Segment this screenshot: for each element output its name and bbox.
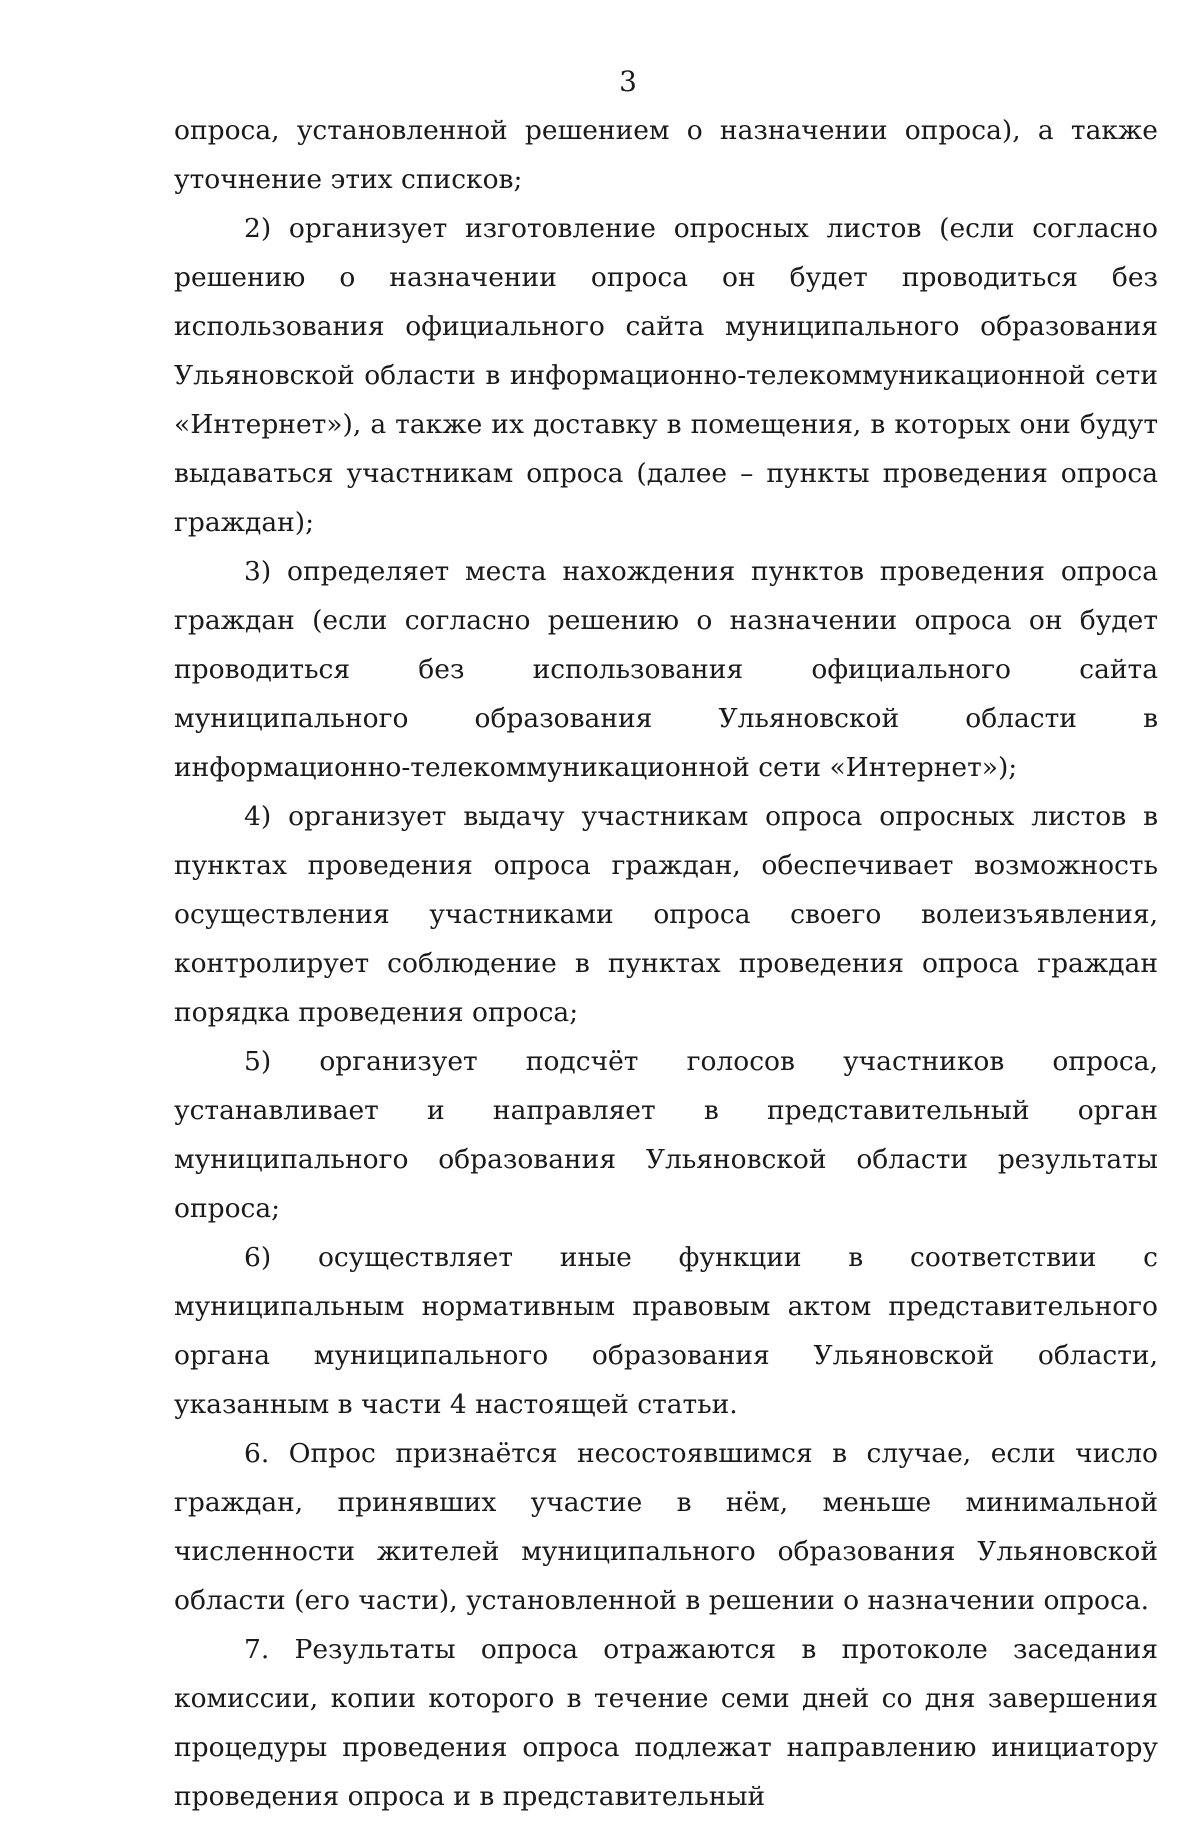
paragraph-item-2: 2) организует изготовление опросных листов (если согласно решению о назначении опроса он будет проводиться без использования официального сайта муниципального образования Ульяновской области в информационно-телекоммуникационной сети «Интернет»), а также их доставку в помещения, в которых они будут выдаваться участникам опроса (далее – пункты проведения опроса граждан); <box>174 213 1158 538</box>
paragraph-item-3: 3) определяет места нахождения пунктов проведения опроса граждан (если согласно решению о назначении опроса он будет проводиться без использования официального сайта муниципального образования Ульяновской области в информационно-телекоммуникационной сети «Интернет»); <box>174 556 1158 783</box>
paragraph-item-6: 6) осуществляет иные функции в соответствии с муниципальным нормативным правовым актом представительного органа муниципального образования Ульяновской области, указанным в части 4 настоящей статьи. <box>174 1242 1158 1420</box>
page-number: 3 <box>619 65 637 98</box>
paragraph-part-7: 7. Результаты опроса отражаются в протоколе заседания комиссии, копии которого в течение семи дней со дня завершения процедуры проведения опроса подлежат направлению инициатору проведения опроса и в представительный <box>174 1634 1158 1812</box>
paragraph-item-5: 5) организует подсчёт голосов участников опроса, устанавливает и направляет в представительный орган муниципального образования Ульяновской области результаты опроса; <box>174 1046 1158 1224</box>
document-body <box>174 106 1158 1821</box>
paragraph-continuation: опроса, установленной решением о назначении опроса), а также уточнение этих списков; <box>174 115 1158 195</box>
paragraph-item-4: 4) организует выдачу участникам опроса опросных листов в пунктах проведения опроса граждан, обеспечивает возможность осуществления участниками опроса своего волеизъявления, контролирует соблюдение в пунктах проведения опроса граждан порядка проведения опроса; <box>174 801 1158 1028</box>
paragraph-part-6: 6. Опрос признаётся несостоявшимся в случае, если число граждан, принявших участие в нём, меньше минимальной численности жителей муниципального образования Ульяновской области (его части), установленной в решении о назначении опроса. <box>174 1438 1158 1616</box>
